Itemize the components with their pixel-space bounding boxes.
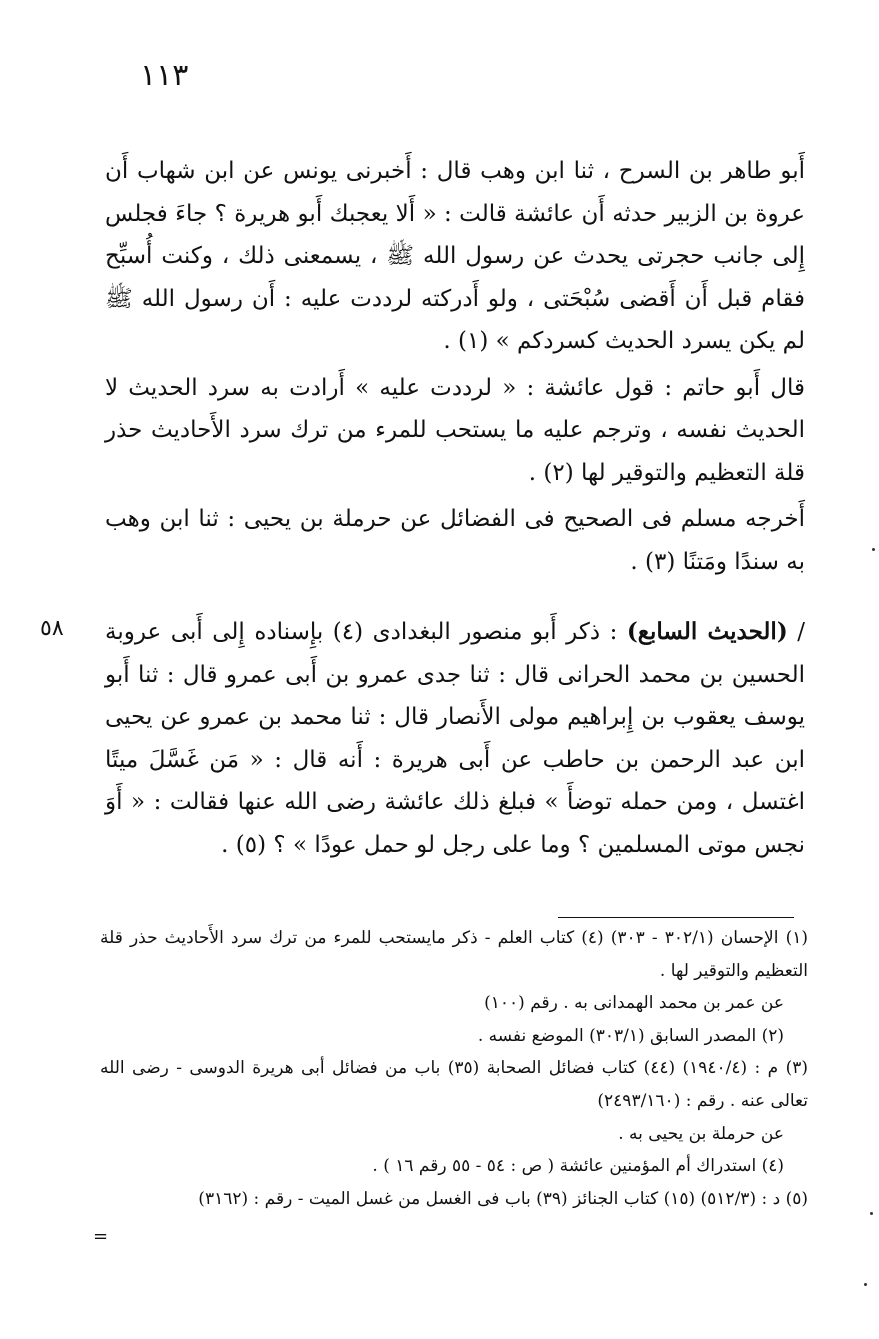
page-number: ١١٣ <box>140 58 189 93</box>
footnote: (٥) د : (٥١٢/٣) (١٥) كتاب الجنائز (٣٩) باب فى الغسل من غسل الميت - رقم : (٣١٦٢) <box>198 1188 808 1209</box>
footnotes <box>100 922 808 1215</box>
continuation-mark: = <box>93 1226 109 1247</box>
footnote: عن عمر بن محمد الهمدانى به . رقم (١٠٠) <box>484 993 784 1014</box>
footnote: عن حرملة بن يحيى به . <box>618 1123 784 1144</box>
section-heading: (الحديث السابع) <box>626 618 788 645</box>
footnote: (٢) المصدر السابق (٣٠٣/١) الموضع نفسه . <box>477 1025 784 1046</box>
paragraph: أَبو طاهر بن السرح ، ثنا ابن وهب قال : أَخبرنى يونس عن ابن شهاب أَن عروة بن الزبير حدثه أَن عائشة قالت : « أَلا يعجبك أَبو هريرة ؟ جاءَ فجلس إِلى جانب حجرتى يحدث عن رسول الله ﷺ ، يسمعنى ذلك ، وكنت أُسبِّح فقام قبل أَن أَقضى سُبْحَتى ، ولو أَدركته لرددت عليه : أَن رسول الله ﷺ لم يكن يسرد الحديث كسردكم » (١) . <box>105 158 805 354</box>
paragraph: أَخرجه مسلم فى الصحيح فى الفضائل عن حرملة بن يحيى : ثنا ابن وهب به سندًا ومَتنًا (٣) . <box>105 506 805 575</box>
section-paragraph <box>105 611 805 866</box>
section-text: : ذكر أَبو منصور البغدادى (٤) بإِسناده إِلى أَبى عروبة الحسين بن محمد الحرانى قال : ثنا جدى عمرو بن أَبى عمرو قال : ثنا أَبو يوسف يعقوب بن إِبراهيم مولى الأَنصار قال : ثنا محمد بن عمرو عن يحيى ابن عبد الرحمن بن حاطب عن أَبى هريرة : أَنه قال : « مَن غَسَّلَ ميتًا اغتسل ، ومن حمله توضأَ » فبلغ ذلك عائشة رضى الله عنها فقالت : « أَوَ نجس موتى المسلمين ؟ وما على رجل لو حمل عودًا » ؟ (٥) . <box>105 619 805 858</box>
footnote: (٣) م : (١٩٤٠/٤) (٤٤) كتاب فضائل الصحابة (٣٥) باب من فضائل أبى هريرة الدوسى - رضى الله تعالى عنه . رقم : (٢٤٩٣/١٦٠) <box>100 1058 808 1111</box>
footnote: (٤) استدراك أم المؤمنين عائشة ( ص : ٥٤ - ٥٥ رقم ١٦ ) . <box>372 1156 784 1177</box>
footnote-divider <box>558 917 794 918</box>
footnote: (١) الإحسان (٣٠٢/١ - ٣٠٣) (٤) كتاب العلم - ذكر مايستحب للمرء من ترك سرد الأَحاديث حذر قلة التعظيم والتوقير لها . <box>100 928 808 981</box>
main-text <box>105 150 805 866</box>
scan-speck <box>872 548 875 551</box>
section-marker: / <box>787 619 805 645</box>
margin-number: ٥٨ <box>40 616 64 641</box>
paragraph: قال أَبو حاتم : قول عائشة : « لرددت عليه » أَرادت به سرد الحديث لا الحديث نفسه ، وترجم عليه ما يستحب للمرء من ترك سرد الأَحاديث حذر قلة التعظيم والتوقير لها (٢) . <box>105 374 805 486</box>
scan-speck <box>870 1212 873 1215</box>
scan-speck <box>864 1283 867 1286</box>
